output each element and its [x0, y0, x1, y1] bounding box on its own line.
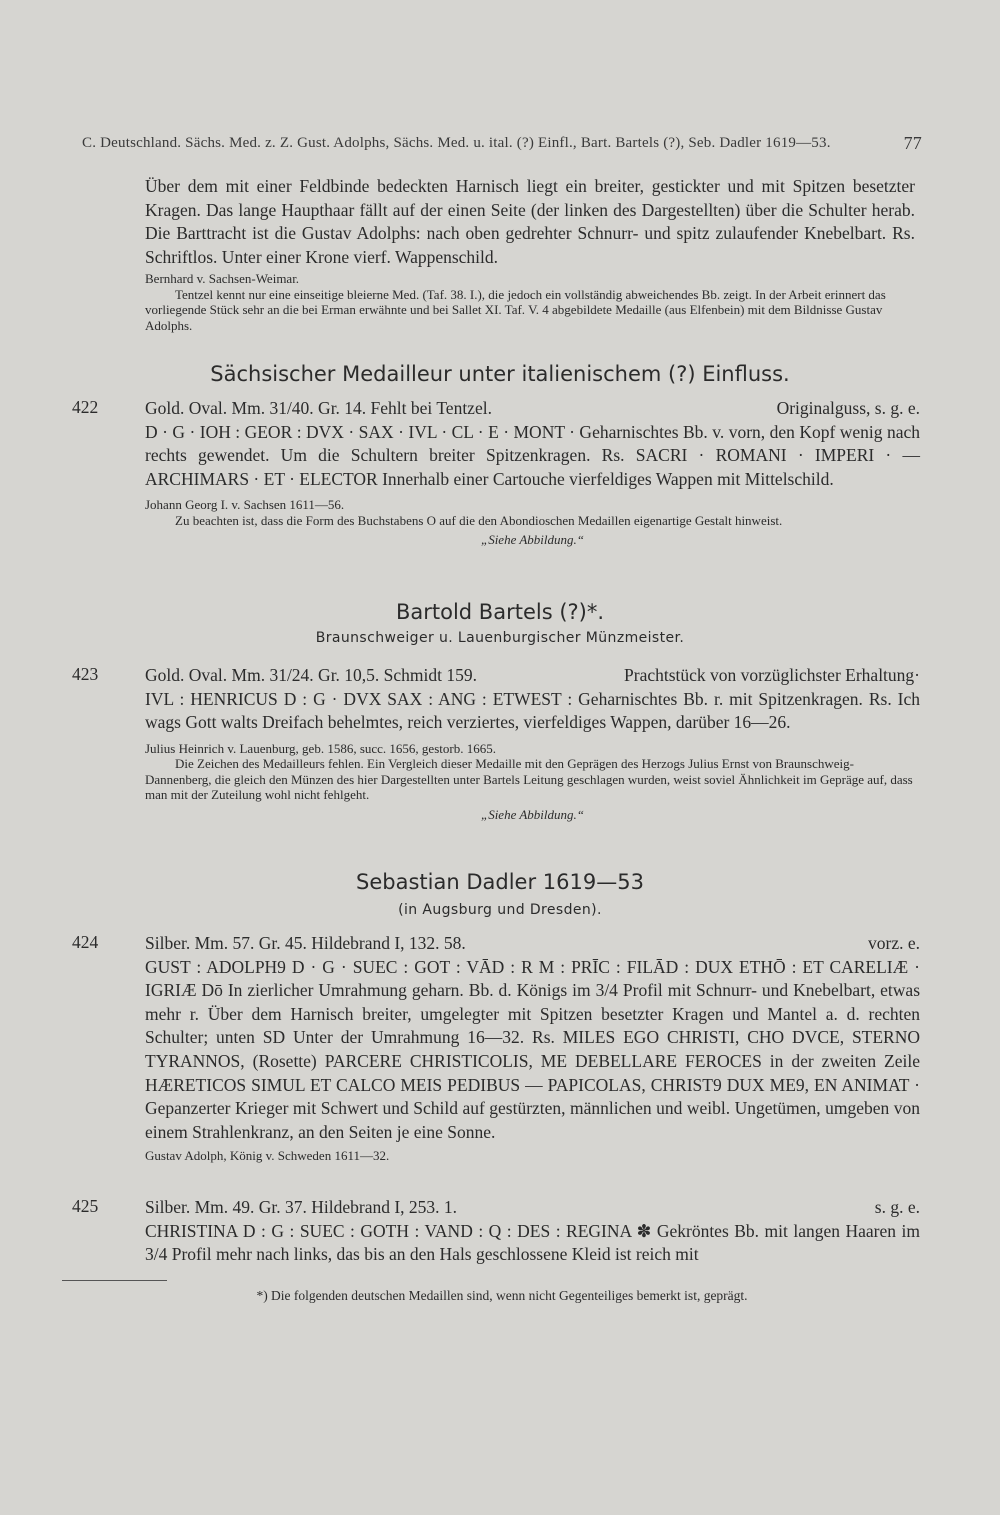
entry-specs: Gold. Oval. Mm. 31/24. Gr. 10,5. Schmidt 159. [145, 665, 478, 685]
entry-condition: Prachtstück von vorzüglichster Erhaltung· [624, 665, 920, 685]
section-title-saxon-medallist: Sächsischer Medailleur unter italienischem (?) Einfluss. [210, 362, 790, 386]
page-number: 77 [903, 133, 922, 153]
footnote: *) Die folgenden deutschen Medaillen sind, wenn nicht Gegenteiliges bemerkt ist, geprägt. [256, 1288, 748, 1303]
section-title-bartold-bartels: Bartold Bartels (?)*. [395, 600, 605, 624]
entry-body [145, 932, 920, 1164]
running-header [82, 135, 922, 152]
entry-body [145, 397, 920, 548]
see-illustration: „Siehe Abbildung.“ [480, 806, 585, 822]
intro-note-person: Bernhard v. Sachsen-Weimar. [145, 271, 300, 287]
entry-note-remark: Die Zeichen des Medailleurs fehlen. Ein Vergleich dieser Medaille mit den Geprägen des Herzogs Julius Ernst von Braunschweig-Dannenberg, die gleich den Münzen des hier Dargestellten unter Bartels Leitung geschlagen wurden, weist soviel Ähnlichkeit im Gepräge auf, dass man mit der Zuteilung wohl nicht fehlgeht. [145, 756, 913, 803]
entry-specs: Silber. Mm. 49. Gr. 37. Hildebrand I, 253. 1. [145, 1197, 458, 1217]
section-title-sebastian-dadler: Sebastian Dadler 1619—53 [356, 870, 644, 894]
entry-number: 424 [72, 932, 99, 952]
section-subtitle-dadler: (in Augsburg und Dresden). [398, 902, 602, 918]
entry-description: CHRISTINA D : G : SUEC : GOTH : VAND : Q : DES : REGINA ✽ Gekröntes Bb. mit langen Haaren im 3/4 Profil mehr nach links, das bis an den Hals geschlossene Kleid ist reich mit [145, 1220, 920, 1265]
running-title: C. Deutschland. Sächs. Med. z. Z. Gust. Adolphs, Sächs. Med. u. ital. (?) Einfl., Bart. Bartels (?), Seb. Dadler 1619—53. [82, 135, 831, 151]
entry-specs: Gold. Oval. Mm. 31/40. Gr. 14. Fehlt bei Tentzel. [145, 398, 492, 418]
entry-description: IVL : HENRICUS D : G · DVX SAX : ANG : ETWEST : Geharnischtes Bb. r. mit Spitzenkragen. Rs. Ich wags Gott walts Dreifach behelmtes, reich verziertes, vierfeldiges Wappen, darüber 16—26. [145, 688, 920, 733]
entry-description: D · G · IOH : GEOR : DVX · SAX · IVL · CL · E · MONT · Geharnischtes Bb. v. vorn, den Kopf wenig nach rechts gewendet. Um die Schultern breiter Spitzenkragen. Rs. SACRI · ROMANI · IMPERI · — ARCHIMARS · ET · ELECTOR Innerhalb einer Cartouche vierfeldiges Wappen mit Mittelschild. [145, 421, 920, 489]
entry-number: 425 [72, 1196, 99, 1216]
intro-note-remark: Tentzel kennt nur eine einseitige bleierne Med. (Taf. 38. I.), die jedoch ein vollständig abweichendes Bb. zeigt. In der Arbeit erinnert das vorliegende Stück sehr an die bei Erman erwähnte und bei Sallet XI. Taf. V. 4 abgebildete Medaille (aus Elfenbein) mit dem Bildnisse Gustav Adolphs. [145, 286, 886, 333]
entry-note-remark: Zu beachten ist, dass die Form des Buchstabens O auf die den Abondioschen Medaillen eigenartige Gestalt hinweist. [175, 512, 783, 528]
entry-note-person: Johann Georg I. v. Sachsen 1611—56. [145, 497, 345, 513]
entry-specs: Silber. Mm. 57. Gr. 45. Hildebrand I, 132. 58. [145, 933, 466, 953]
see-illustration: „Siehe Abbildung.“ [480, 532, 585, 548]
entry-condition: vorz. e. [868, 933, 920, 953]
entry-note-person: Gustav Adolph, König v. Schweden 1611—32. [145, 1148, 390, 1164]
intro-block [145, 175, 915, 333]
entry-number: 423 [72, 664, 99, 684]
footnote-rule [62, 1280, 167, 1281]
section-subtitle-bartels: Braunschweiger u. Lauenburgischer Münzmeister. [315, 630, 685, 646]
entry-condition: s. g. e. [874, 1197, 920, 1217]
entry-description: GUST : ADOLPH9 D · G · SUEC : GOT : VĀD : R M : PRĪC : FILĀD : DUX ETHŌ : ET CARELIÆ · IGRIÆ Dō In zierlicher Umrahmung geharn. Bb. d. Königs im 3/4 Profil mit Schnurr- und Knebelbart, etwas mehr r. Über dem Harnisch breiter, umgelegter mit Spitzen besetzter Kragen und Mantel a. d. rechten Schulter; unten SD Unter der Umrahmung 16—32. Rs. MILES EGO CHRISTI, CHO DVCE, STERNO TYRANNOS, (Rosette) PARCERE CHRISTICOLIS, ME DEBELLARE FEROCES in der zweiten Zeile HÆRETICOS SIMUL ET CALCO MEIS PEDIBUS — PAPICOLAS, CHRIST9 DUX ME9, EN ANIMAT · Gepanzerter Krieger mit Schwert und Schild auf gestürzten, männlichen und weibl. Ungetümen, umgeben von einem Strahlenkranz, an den Seiten je eine Sonne. [145, 956, 920, 1142]
entry-condition: Originalguss, s. g. e. [776, 398, 920, 418]
entry-note-person: Julius Heinrich v. Lauenburg, geb. 1586, succ. 1656, gestorb. 1665. [145, 740, 496, 756]
intro-paragraph: Über dem mit einer Feldbinde bedeckten Harnisch liegt ein breiter, gestickter und mit Spitzen besetzter Kragen. Das lange Haupthaar fällt auf der einen Seite (der linken des Dargestellten) über die Schulter herab. Die Barttracht ist die Gustav Adolphs: nach oben gedrehter Schnurr- und spitz zulaufender Knebelbart. Rs. Schriftlos. Unter einer Krone vierf. Wappenschild. [145, 176, 915, 267]
entry-body [145, 664, 920, 823]
entry-body [145, 1196, 920, 1267]
entry-number: 422 [72, 397, 99, 417]
